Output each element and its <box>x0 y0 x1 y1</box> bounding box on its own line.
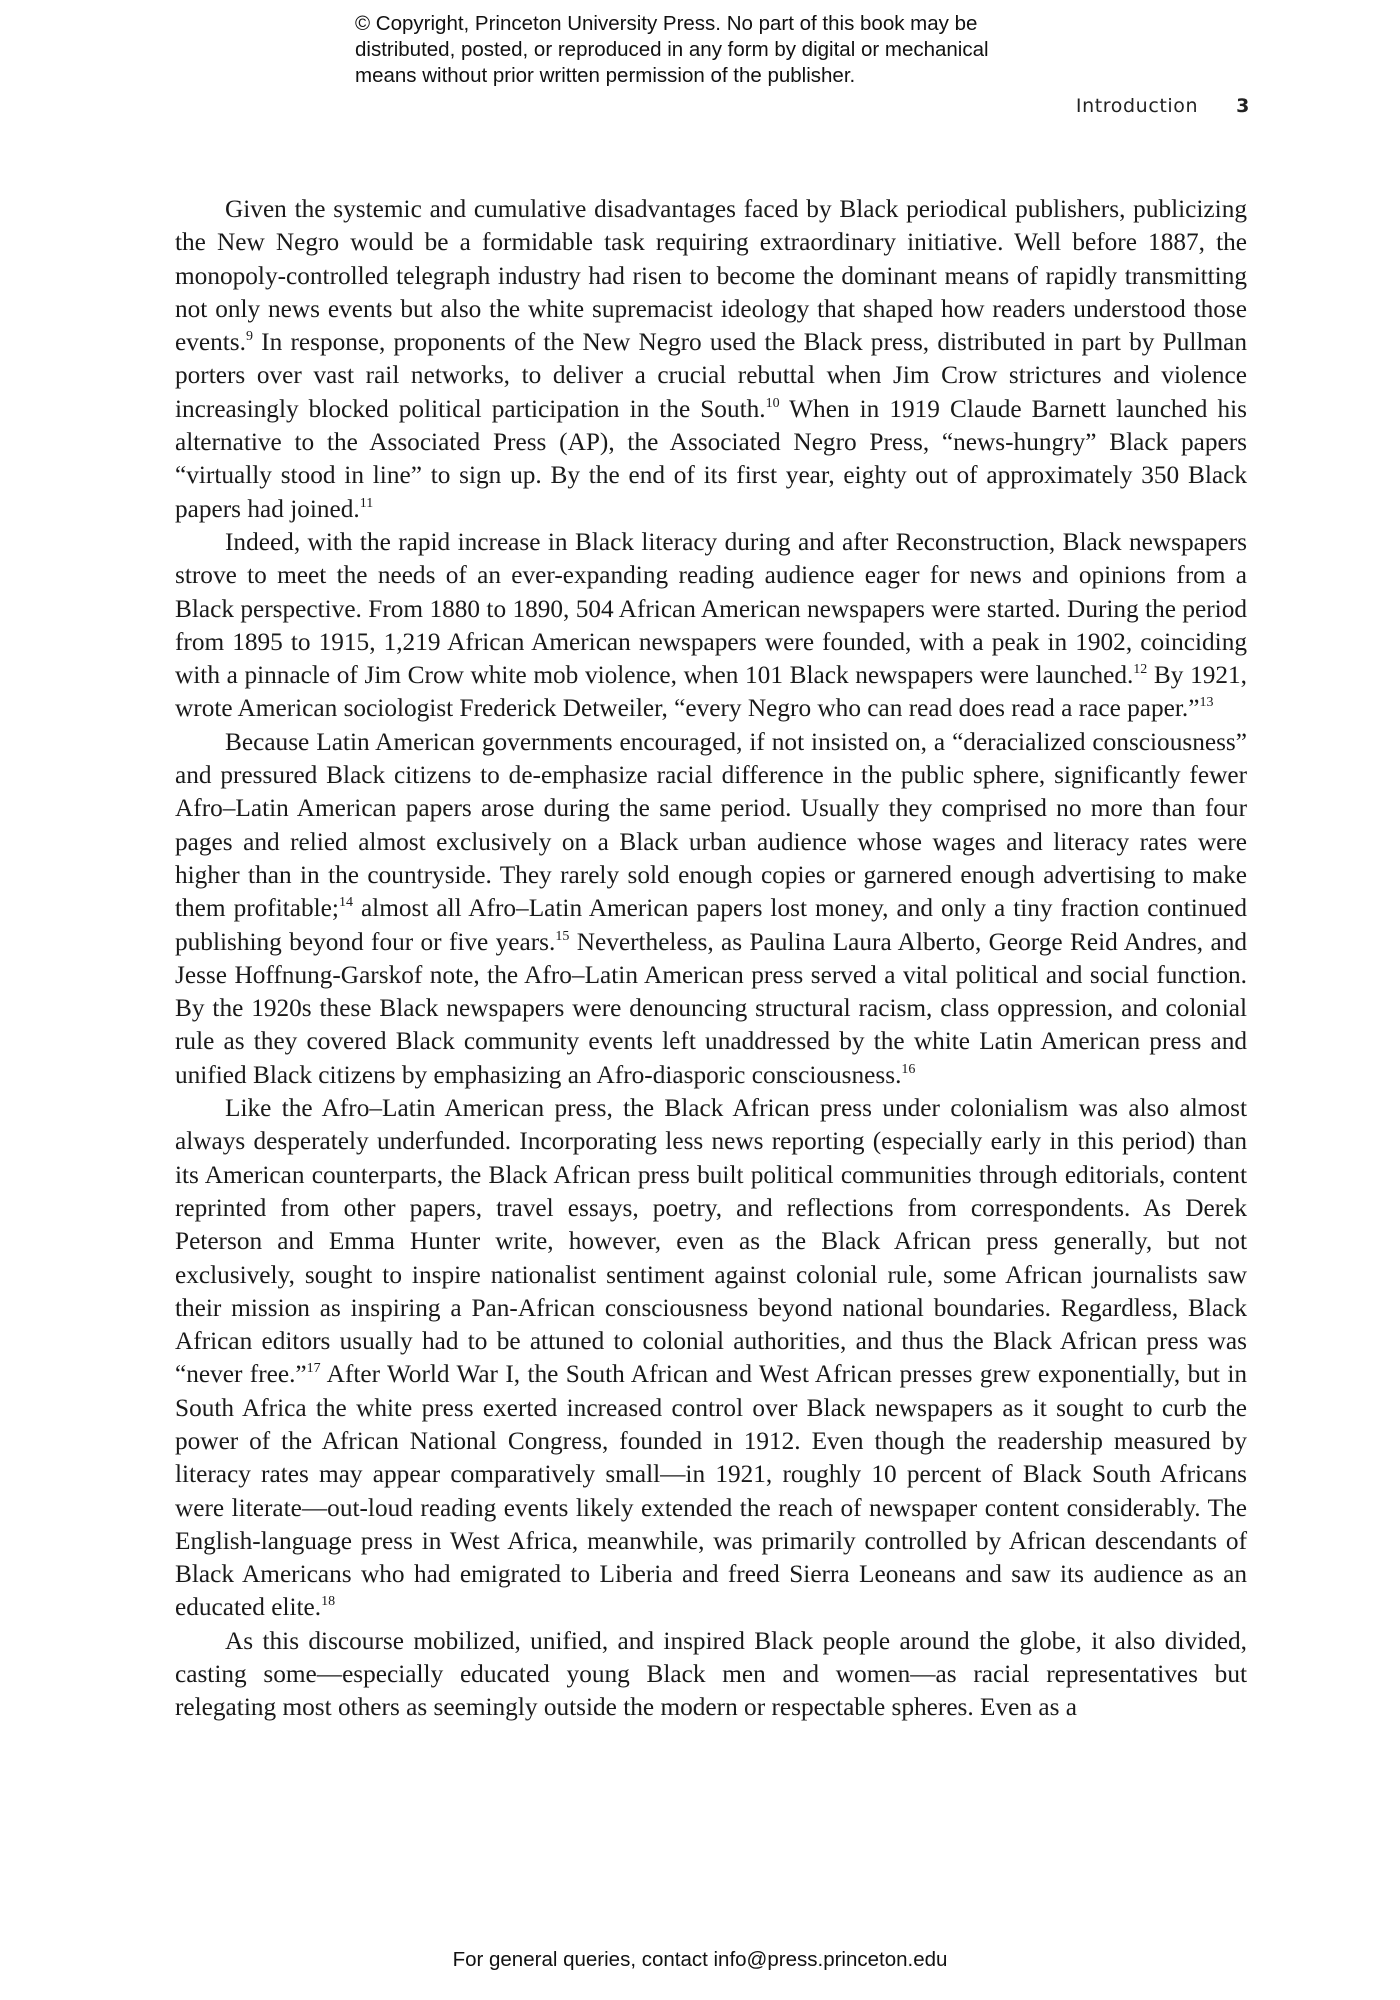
text-segment: almost all Afro–Latin American papers lost money, and only a tiny fraction continued publishing beyond four or five years. <box>175 894 1247 956</box>
copyright-line: © Copyright, Princeton University Press. No part of this book may be <box>355 12 978 35</box>
text-segment: Indeed, with the rapid increase in Black literacy during and after Reconstruction, Black newspapers strove to meet the needs of an ever-expanding reading audience eager for news and opinions from a Black perspective. From 1880 to 1890, 504 African American newspapers were started. During the period from 1895 to 1915, 1,219 African American newspapers were founded, with a peak in 1902, coinciding with a pinnacle of Jim Crow white mob violence, when 101 Black newspapers were launched. <box>175 527 1247 690</box>
text-segment: Like the Afro–Latin American press, the Black African press under colonialism was also almost always desperately underfunded. Incorporating less news reporting (especially early in this period) than its American counterparts, the Black African press built political communities through editorials, content reprinted from other papers, travel essays, poetry, and reflections from correspondents. As Derek Peterson and Emma Hunter write, however, even as the Black African press generally, but not exclusively, sought to inspire nationalist sentiment against colonial rule, some African journalists saw their mission as inspiring a Pan-African consciousness beyond national boundaries. Regardless, Black African editors usually had to be attuned to colonial authorities, and thus the Black African press was “never free.” <box>175 1094 1247 1389</box>
paragraph <box>175 193 1247 526</box>
footnote-ref[interactable]: 10 <box>765 395 780 411</box>
footnote-ref[interactable]: 17 <box>306 1361 321 1377</box>
paragraph <box>175 1625 1247 1725</box>
text-segment: In response, proponents of the New Negro used the Black press, distributed in part by Pullman porters over vast rail networks, to deliver a crucial rebuttal when Jim Crow strictures and violence increasingly blocked political participation in the South. <box>175 328 1247 423</box>
footnote-ref[interactable]: 13 <box>1199 695 1214 711</box>
text-segment: Because Latin American governments encouraged, if not insisted on, a “deracialized consciousness” and pressured Black citizens to de-emphasize racial difference in the public sphere, significantly fewer Afro–Latin American papers arose during the same period. Usually they comprised no more than four pages and relied almost exclusively on a Black urban audience whose wages and literacy rates were higher than in the countryside. They rarely sold enough copies or garnered enough advertising to make them profitable; <box>175 727 1247 923</box>
footnote-ref[interactable]: 9 <box>245 329 253 345</box>
footnote-ref[interactable]: 11 <box>359 495 374 511</box>
paragraph <box>175 1092 1247 1625</box>
paragraph <box>175 726 1247 1092</box>
footnote-ref[interactable]: 14 <box>338 895 353 911</box>
footer-contact: For general queries, contact info@press.princeton.edu <box>452 1948 948 1971</box>
text-segment: Given the systemic and cumulative disadvantages faced by Black periodical publishers, publicizing the New Negro would be a formidable task requiring extraordinary initiative. Well before 1887, the monopoly-controlled telegraph industry had risen to become the dominant means of rapidly transmitting not only news events but also the white supremacist ideology that shaped how readers understood those events. <box>175 195 1247 357</box>
page-number: 3 <box>1236 95 1250 117</box>
paragraph <box>175 526 1247 726</box>
text-segment: By 1921, wrote American sociologist Frederick Detweiler, “every Negro who can read does read a race paper.” <box>175 661 1247 723</box>
copyright-line: means without prior written permission of the publisher. <box>355 64 856 87</box>
text-segment: After World War I, the South African and West African presses grew exponentially, but in South Africa the white press exerted increased control over Black newspapers as it sought to curb the power of the African National Congress, founded in 1912. Even though the readership measured by literacy rates may appear comparatively small—in 1921, roughly 10 percent of Black South Africans were literate—out-loud reading events likely extended the reach of newspaper content considerably. The English-language press in West Africa, meanwhile, was primarily controlled by African descendants of Black Americans who had emigrated to Liberia and freed Sierra Leoneans and saw its audience as an educated elite. <box>175 1360 1248 1622</box>
copyright-notice <box>355 11 1075 89</box>
body-text <box>175 193 1247 1725</box>
running-head-section: Introduction <box>1075 95 1199 117</box>
text-segment: When in 1919 Claude Barnett launched his alternative to the Associated Press (AP), the Associated Negro Press, “news-hungry” Black papers “virtually stood in line” to sign up. By the end of its first year, eighty out of approximately 350 Black papers had joined. <box>175 394 1247 523</box>
footnote-ref[interactable]: 12 <box>1133 662 1148 678</box>
copyright-line: distributed, posted, or reproduced in any form by digital or mechanical <box>355 38 989 61</box>
running-head <box>1076 95 1250 117</box>
footnote-ref[interactable]: 18 <box>321 1594 336 1610</box>
footnote-ref[interactable]: 16 <box>901 1061 916 1077</box>
footnote-ref[interactable]: 15 <box>555 928 570 944</box>
text-segment: As this discourse mobilized, unified, and inspired Black people around the globe, it also divided, casting some—especially educated young Black men and women—as racial representatives but relegating most others as seemingly outside the modern or respectable spheres. Even as a <box>175 1626 1247 1722</box>
text-segment: Nevertheless, as Paulina Laura Alberto, George Reid Andres, and Jesse Hoffnung-Garskof note, the Afro–Latin American press served a vital political and social function. By the 1920s these Black newspapers were denouncing structural racism, class oppression, and colonial rule as they covered Black community events left unaddressed by the white Latin American press and unified Black citizens by emphasizing an Afro-diasporic consciousness. <box>175 927 1248 1089</box>
